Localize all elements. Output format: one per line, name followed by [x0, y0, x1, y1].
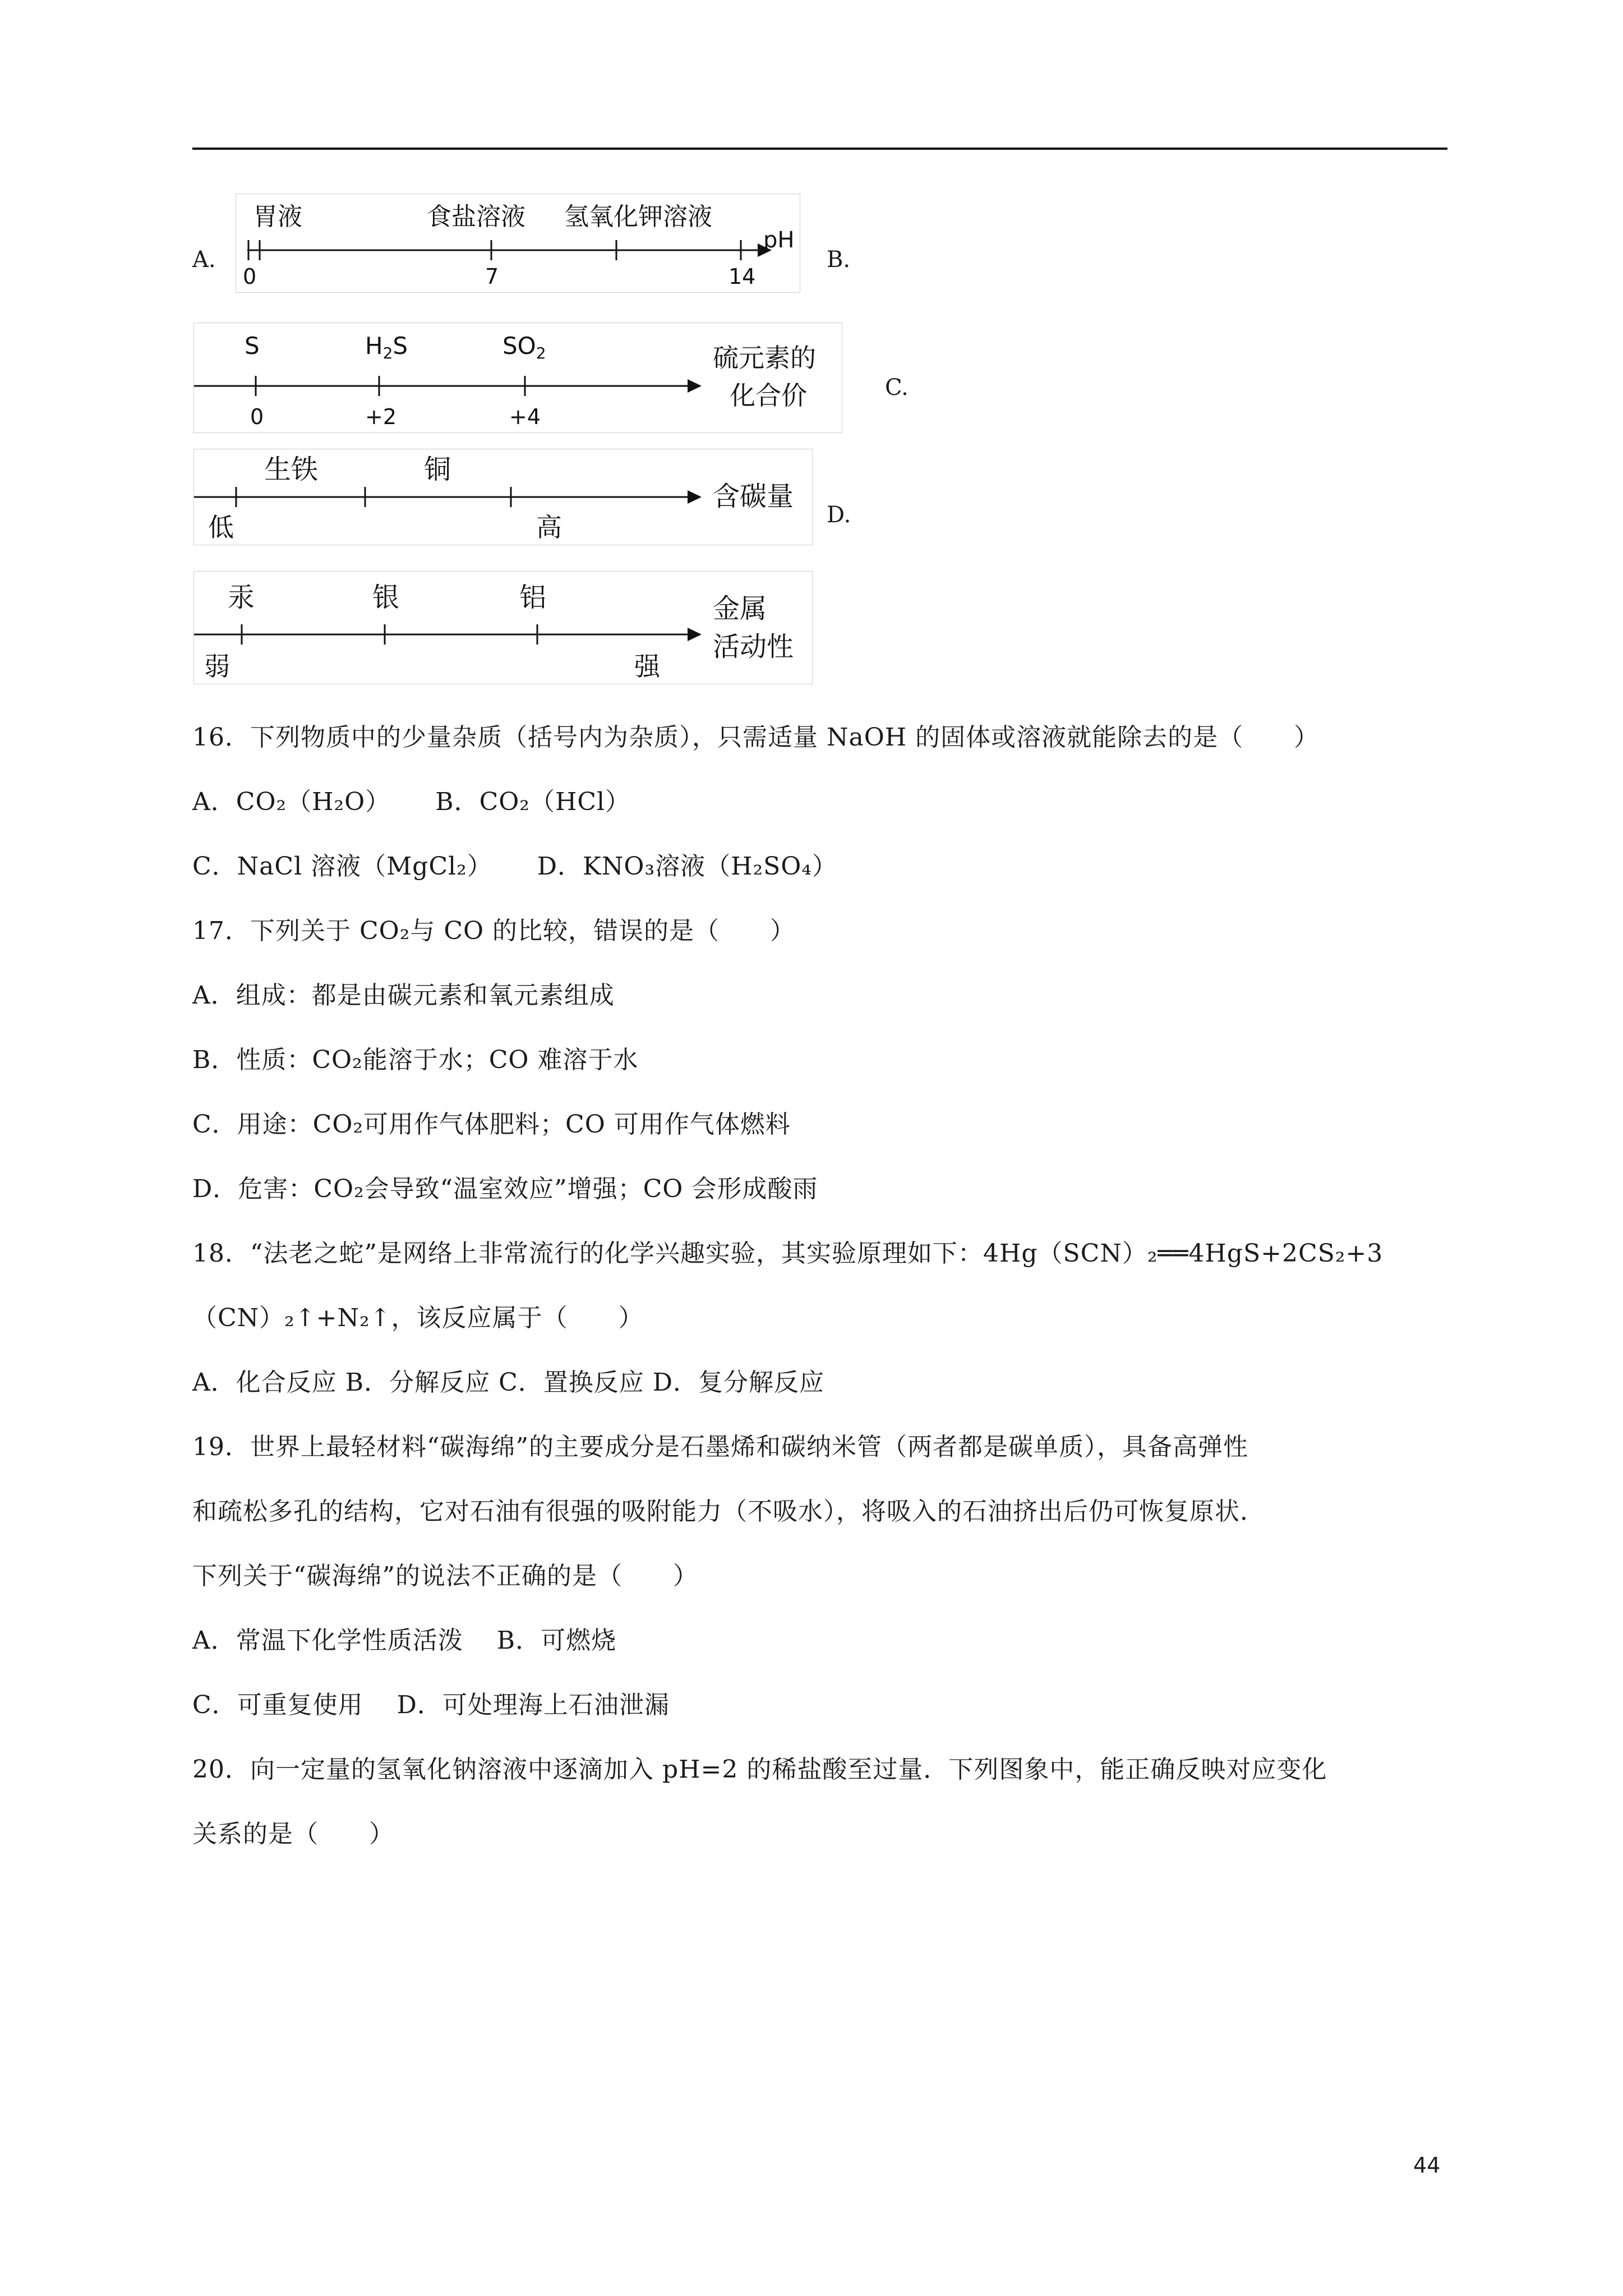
option-c-numberline [193, 449, 813, 545]
tick-0: 0 [250, 404, 264, 429]
option-a-letter: A. [192, 247, 216, 273]
axis-label-ph: pH [763, 227, 795, 253]
q19-line3: 下列关于“碳海绵”的说法不正确的是（ ） [192, 1562, 698, 1590]
q17-option-d: D．危害：CO₂会导致“温室效应”增强；CO 会形成酸雨 [192, 1175, 818, 1203]
tick-0: 0 [243, 264, 257, 289]
tick-plus-4: +4 [509, 404, 541, 429]
axis-label-carbon: 含碳量 [713, 481, 794, 512]
label-mercury: 汞 [228, 582, 255, 613]
label-salt-solution: 食盐溶液 [427, 203, 525, 231]
option-a-numberline [236, 194, 800, 293]
q16-option-d: D．KNO₃溶液（H₂SO₄） [537, 852, 837, 881]
q20-line2: 关系的是（ ） [192, 1820, 394, 1848]
tick-low: 低 [208, 512, 234, 542]
q18-line2: （CN）₂↑+N₂↑，该反应属于（ ） [192, 1304, 644, 1332]
q17-option-b: B．性质：CO₂能溶于水；CO 难溶于水 [192, 1046, 639, 1074]
tick-14: 14 [728, 264, 756, 289]
label-steel: 铜 [424, 454, 451, 485]
q16-stem: 16．下列物质中的少量杂质（括号内为杂质），只需适量 NaOH 的固体或溶液就能除去的是（ ） [192, 723, 1320, 752]
q17-option-c: C．用途：CO₂可用作气体肥料；CO 可用作气体燃料 [192, 1110, 791, 1139]
q19-options-cd: C．可重复使用 D．可处理海上石油泄漏 [192, 1691, 670, 1719]
q20-line1: 20．向一定量的氢氧化钠溶液中逐滴加入 pH=2 的稀盐酸至过量．下列图象中，能正确反映对应变化 [192, 1755, 1327, 1784]
option-c-letter: C. [885, 375, 909, 401]
tick-7: 7 [485, 264, 499, 289]
q16-options-cd [192, 850, 837, 884]
label-h2s: H2S [365, 332, 408, 362]
label-silver: 银 [372, 582, 400, 613]
option-d-letter: D. [827, 502, 851, 528]
option-b-letter: B. [827, 247, 851, 273]
q16-option-c: C．NaCl 溶液（MgCl₂） [192, 852, 492, 881]
axis-label-line1: 金属 [713, 593, 767, 624]
q16-option-b: B．CO₂（HCl） [435, 788, 631, 816]
q16-options-ab [192, 785, 630, 819]
tick-weak: 弱 [204, 651, 230, 682]
label-pig-iron: 生铁 [264, 454, 319, 485]
option-b-numberline [193, 323, 842, 433]
q19-options-ab: A．常温下化学性质活泼 B．可燃烧 [192, 1626, 617, 1655]
q19-line2: 和疏松多孔的结构，它对石油有很强的吸附能力（不吸水），将吸入的石油挤出后仍可恢复原状． [192, 1497, 1265, 1526]
label-so2: SO2 [502, 332, 546, 362]
header-rule [192, 148, 1447, 150]
tick-strong: 强 [634, 651, 660, 682]
q17-option-a: A．组成：都是由碳元素和氧元素组成 [192, 981, 615, 1010]
tick-high: 高 [536, 512, 562, 542]
tick-plus-2: +2 [365, 404, 397, 429]
axis-label-line2: 化合价 [730, 380, 807, 411]
axis-label-line2: 活动性 [713, 631, 794, 662]
label-gastric-juice: 胃液 [253, 203, 302, 231]
label-aluminum: 铝 [519, 582, 547, 613]
q16-option-a: A．CO₂（H₂O） [192, 788, 391, 816]
q19-line1: 19．世界上最轻材料“碳海绵”的主要成分是石墨烯和碳纳米管（两者都是碳单质），具备高弹性 [192, 1433, 1248, 1461]
axis-label-line1: 硫元素的 [713, 343, 816, 373]
label-koh-solution: 氢氧化钾溶液 [564, 203, 712, 231]
option-d-numberline [193, 571, 813, 684]
page-number: 44 [1413, 2153, 1441, 2178]
q18-line1: 18．“法老之蛇”是网络上非常流行的化学兴趣实验，其实验原理如下：4Hg（SCN）₂══4HgS+2CS₂+3 [192, 1239, 1384, 1268]
label-s: S [245, 332, 260, 360]
q18-options: A．化合反应 B．分解反应 C．置换反应 D．复分解反应 [192, 1368, 825, 1397]
q17-stem: 17．下列关于 CO₂与 CO 的比较，错误的是（ ） [192, 917, 796, 945]
